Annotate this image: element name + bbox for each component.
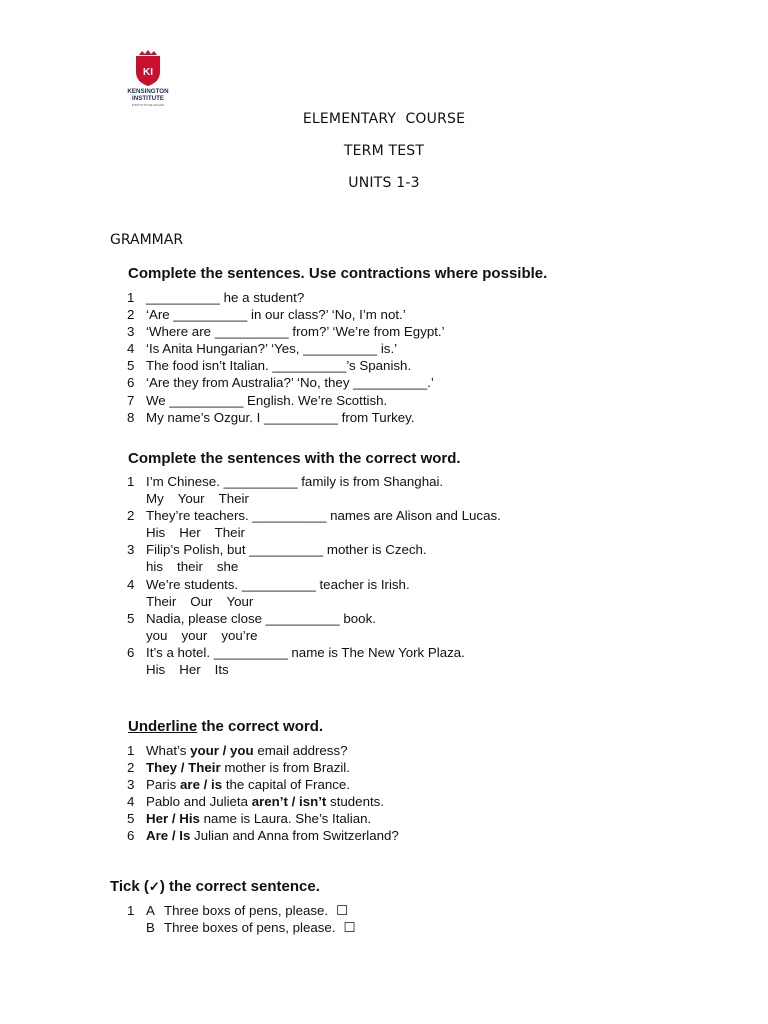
option-word: Their	[214, 525, 245, 541]
list-item	[127, 392, 445, 409]
item-number: 6	[127, 644, 135, 660]
word-options	[127, 490, 501, 507]
item-number: 5	[127, 811, 135, 827]
item-number: 4	[127, 794, 135, 810]
option-word: Your	[177, 491, 205, 507]
word-options	[127, 524, 501, 541]
ex1-list	[127, 289, 445, 426]
logo-name: KENSINGTON	[127, 88, 169, 95]
test-title: TERM TEST	[343, 143, 425, 159]
tick-icon: ✓	[148, 879, 160, 894]
option-word: your	[181, 627, 208, 643]
item-number: 1	[127, 474, 135, 489]
item-text-pre: What’s	[146, 743, 191, 758]
option-word: Our	[190, 593, 213, 609]
list-item	[127, 610, 501, 627]
options-group	[127, 490, 263, 507]
item-text-post: the capital of France.	[222, 777, 351, 793]
list-item	[127, 644, 501, 661]
options-group	[127, 524, 259, 541]
list-item	[127, 576, 501, 593]
shield-icon	[136, 56, 160, 86]
crown-icon	[139, 50, 157, 55]
option-word: His	[146, 662, 166, 678]
item-number: 3	[127, 542, 135, 558]
item-text: They’re teachers. __________ names are Alison and Lucas.	[146, 508, 501, 524]
item-text: We’re students. __________ teacher is Irish.	[146, 576, 410, 592]
item-text-post: students.	[326, 794, 385, 810]
list-item	[127, 473, 501, 490]
item-number: 3	[127, 324, 135, 340]
option-word: My	[146, 491, 164, 507]
list-item	[127, 340, 445, 357]
item-text-pre: Paris	[146, 777, 180, 793]
item-text: Three boxs of pens, please.	[164, 903, 329, 918]
item-text: The food isn’t Italian. __________’s Spanish.	[146, 358, 412, 374]
word-choice: your / you	[190, 743, 254, 758]
word-options	[127, 558, 501, 575]
list-item	[127, 793, 399, 810]
item-text-pre: Pablo and Julieta	[146, 794, 252, 810]
item-number: 2	[127, 307, 135, 323]
item-text-post: Julian and Anna from Switzerland?	[190, 828, 399, 844]
item-number: 6	[127, 375, 135, 391]
item-text: Three boxes of pens, please.	[164, 920, 336, 936]
item-number: 4	[127, 341, 135, 357]
word-choice: are / is	[180, 777, 223, 793]
option-letter: B	[146, 920, 155, 936]
list-item	[127, 306, 445, 323]
item-text: ‘Are __________ in our class?’ ‘No, I’m not.’	[146, 307, 406, 323]
item-text: __________ he a student?	[146, 290, 305, 305]
option-word: Its	[214, 662, 229, 678]
item-number: 4	[127, 576, 135, 592]
item-number: 1	[127, 290, 135, 305]
item-text-post: name is Laura. She’s Italian.	[199, 811, 372, 827]
item-number: 7	[127, 392, 135, 408]
ex2-list	[127, 473, 501, 678]
ex4-list	[127, 902, 355, 936]
item-text: Nadia, please close __________ book.	[146, 610, 376, 626]
item-text: ‘Is Anita Hungarian?’ ‘Yes, __________ is.’	[146, 341, 398, 357]
ex3-instruction	[128, 718, 323, 735]
course-title: ELEMENTARY COURSE	[302, 111, 466, 127]
ex4-instruction	[110, 878, 320, 895]
checkbox-icon[interactable]: ☐	[336, 903, 349, 918]
list-item	[127, 374, 445, 391]
kensington-logo	[115, 50, 181, 108]
list-item	[127, 776, 399, 793]
section-heading: GRAMMAR	[110, 232, 184, 248]
ex3-instruction-underlined: Underline	[128, 718, 198, 735]
item-number: 5	[127, 358, 135, 374]
item-number: 8	[127, 409, 135, 425]
option-word: you’re	[221, 627, 258, 643]
item-number: 1	[127, 743, 135, 758]
ex3-instruction-rest: the correct word.	[197, 718, 324, 735]
word-choice: aren’t / isn’t	[251, 794, 327, 810]
list-item	[127, 357, 445, 374]
option-word: their	[177, 559, 203, 575]
list-item	[127, 742, 399, 759]
item-number: 5	[127, 610, 135, 626]
list-item	[127, 507, 501, 524]
logo-sub: INSTITUTE	[132, 95, 164, 102]
options-group	[127, 661, 243, 678]
list-item	[127, 902, 355, 919]
item-number: 3	[127, 777, 135, 793]
logo-badge: KI	[143, 67, 153, 78]
list-item	[127, 541, 501, 558]
ex1-instruction: Complete the sentences. Use contractions where possible.	[128, 265, 548, 282]
item-number: 2	[127, 760, 135, 776]
list-item	[127, 827, 399, 844]
item-text: ‘Where are __________ from?’ ‘We’re from Egypt.’	[146, 324, 445, 340]
ex3-list	[127, 742, 399, 845]
options-group	[127, 593, 267, 610]
word-choice: Are / Is	[146, 828, 191, 844]
item-number: 2	[127, 508, 135, 524]
list-item	[127, 323, 445, 340]
logo-tagline: INSTITUTO DE INGLÉS	[131, 103, 165, 107]
units-title: UNITS 1-3	[348, 175, 420, 191]
list-item	[127, 759, 399, 776]
ex4-instruction-pre: Tick (	[110, 878, 149, 895]
option-word: you	[146, 627, 168, 643]
list-item	[127, 919, 355, 936]
ex4-instruction-post: ) the correct sentence.	[159, 878, 320, 895]
option-word: she	[216, 559, 239, 575]
word-choice: They / Their	[146, 760, 221, 776]
option-word: Their	[146, 593, 177, 609]
list-item	[127, 409, 445, 426]
item-number: 6	[127, 828, 135, 844]
item-text: It’s a hotel. __________ name is The New York Plaza.	[146, 644, 465, 660]
option-word: his	[146, 559, 163, 575]
item-text-post: email address?	[253, 743, 348, 758]
option-word: Their	[218, 491, 249, 507]
ex2-instruction: Complete the sentences with the correct word.	[128, 450, 461, 467]
checkbox-icon[interactable]: ☐	[343, 920, 356, 936]
item-text: I’m Chinese. __________ family is from Shanghai.	[146, 474, 444, 489]
list-item	[127, 289, 445, 306]
word-options	[127, 661, 501, 678]
item-text: My name’s Ozgur. I __________ from Turkey.	[146, 409, 415, 425]
item-text: ‘Are they from Australia?’ ‘No, they __________.’	[146, 375, 434, 391]
word-options	[127, 627, 501, 644]
item-number: 1	[127, 903, 135, 918]
item-text: We __________ English. We’re Scottish.	[146, 392, 388, 408]
options-group	[127, 558, 252, 575]
item-text: Filip’s Polish, but __________ mother is Czech.	[146, 542, 427, 558]
word-choice: Her / His	[146, 811, 200, 827]
options-group	[127, 627, 272, 644]
option-word: Her	[179, 662, 201, 678]
list-item	[127, 810, 399, 827]
item-text-post: mother is from Brazil.	[220, 760, 350, 776]
option-word: Your	[226, 593, 254, 609]
option-word: Her	[179, 525, 201, 541]
option-word: His	[146, 525, 166, 541]
option-letter: A	[146, 903, 155, 918]
word-options	[127, 593, 501, 610]
